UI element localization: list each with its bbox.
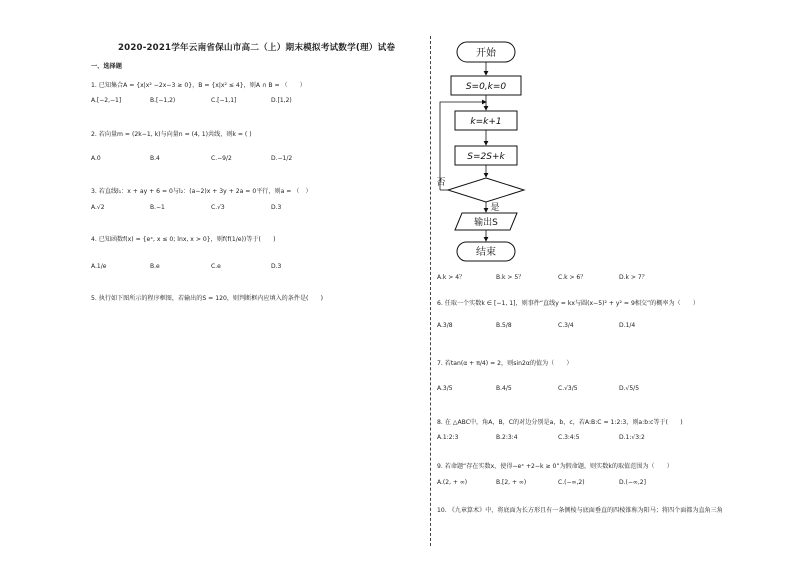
question-5: 5. 执行如下图所示的程序框图，若输出的S = 120，则判断框内应填入的条件是( ) xyxy=(91,295,323,302)
q6-option-c: C.3/4 xyxy=(558,322,574,329)
question-8: 8. 在 △ABC中，角A，B，C的对边分别是a，b，c，若A:B:C = 1:2:3，则a:b:c等于( ) xyxy=(437,419,683,426)
column-divider xyxy=(430,36,431,546)
question-4: 4. 已知函数f(x) = {eˣ, x ≤ 0; lnx, x > 0}，则f(f(1/e))等于( ) xyxy=(91,236,276,243)
question-3: 3. 若直线l₁：x + ay + 6 = 0与l₂：(a−2)x + 3y + 2a = 0平行，则a = （ ） xyxy=(91,188,312,195)
q1-option-a: A.[−2,−1] xyxy=(91,97,122,104)
question-9: 9. 若命题“存在实数x，使得−eˣ +2−k ≥ 0”为假命题，则实数k的取值范围为（ ） xyxy=(437,463,673,470)
question-1: 1. 已知集合A = {x|x² −2x−3 ≥ 0}，B = {x|x² ≤ 4}，则A ∩ B = （ ） xyxy=(91,82,306,89)
question-6: 6. 任取一个实数k ∈ [−1, 1]，则事件“直线y = kx与圆(x−5)² + y² = 9相交”的概率为（ ） xyxy=(437,300,699,307)
q3-option-d: D.3 xyxy=(271,204,282,211)
q2-option-c: C.−9/2 xyxy=(211,155,232,162)
q5-option-b: B.k > 5？ xyxy=(496,274,525,281)
flow-init-label: S=0,k=0 xyxy=(465,82,507,92)
q5-option-c: C.k > 6？ xyxy=(558,274,587,281)
q2-option-d: D.−1/2 xyxy=(271,155,293,162)
q2-option-b: B.4 xyxy=(150,155,160,162)
q6-option-d: D.1/4 xyxy=(619,322,636,329)
q3-option-b: B.−1 xyxy=(150,204,165,211)
q5-option-a: A.k > 4？ xyxy=(437,274,466,281)
q1-option-c: C.[−1,1] xyxy=(211,97,237,104)
section-heading: 一、选择题 xyxy=(91,63,122,70)
q7-option-b: B.4/5 xyxy=(496,385,512,392)
q9-option-a: A.(2, + ∞) xyxy=(437,479,468,486)
q7-option-d: D.√5/5 xyxy=(619,385,640,392)
q6-option-b: B.5/8 xyxy=(496,322,512,329)
q8-option-c: C.3:4:5 xyxy=(558,434,580,441)
q9-option-b: B.[2, + ∞) xyxy=(496,479,527,486)
q7-option-a: A.3/5 xyxy=(437,385,453,392)
flow-yes-label: 是 xyxy=(490,203,500,213)
flow-step1-label: k=k+1 xyxy=(470,117,502,127)
q4-option-d: D.3 xyxy=(271,263,282,270)
question-2: 2. 若向量m = (2k−1, k)与向量n = (4, 1)共线，则k = ( ) xyxy=(91,131,252,138)
q6-option-a: A.3/8 xyxy=(437,322,453,329)
q5-option-d: D.k > 7？ xyxy=(619,274,648,281)
flow-start-label: 开始 xyxy=(476,48,496,59)
flow-step2-label: S=2S+k xyxy=(467,152,505,162)
q8-option-d: D.1:√3:2 xyxy=(619,434,645,441)
q3-option-c: C.√3 xyxy=(211,204,225,211)
flow-no-label: 否 xyxy=(436,178,446,188)
q2-option-a: A.0 xyxy=(91,155,101,162)
q8-option-a: A.1:2:3 xyxy=(437,434,459,441)
q9-option-d: D.(−∞,2] xyxy=(619,479,646,486)
q3-option-a: A.√2 xyxy=(91,204,105,211)
q4-option-b: B.e xyxy=(150,263,160,270)
q4-option-c: C.e xyxy=(211,263,221,270)
q1-option-d: D.[1,2) xyxy=(271,97,292,104)
program-flowchart xyxy=(432,38,532,266)
page-title: 2020-2021学年云南省保山市高二（上）期末模拟考试数学(理）试卷 xyxy=(118,43,396,53)
q9-option-c: C.(−∞,2) xyxy=(558,479,585,486)
flow-end-label: 结束 xyxy=(476,247,496,258)
flow-output-label: 输出S xyxy=(474,218,498,228)
question-7: 7. 若tan(α + π/4) = 2，则sin2α的值为（ ） xyxy=(437,360,573,367)
question-10: 10. 《九章算术》中，将底面为长方形且有一条侧棱与底面垂直的四棱锥称为阳马；将四个面都为直角三角 xyxy=(437,507,723,514)
q7-option-c: C.√3/5 xyxy=(558,385,578,392)
flow-decision-diamond xyxy=(448,178,524,202)
q1-option-b: B.[−1,2) xyxy=(150,97,176,104)
q8-option-b: B.2:3:4 xyxy=(496,434,518,441)
q4-option-a: A.1/e xyxy=(91,263,107,270)
